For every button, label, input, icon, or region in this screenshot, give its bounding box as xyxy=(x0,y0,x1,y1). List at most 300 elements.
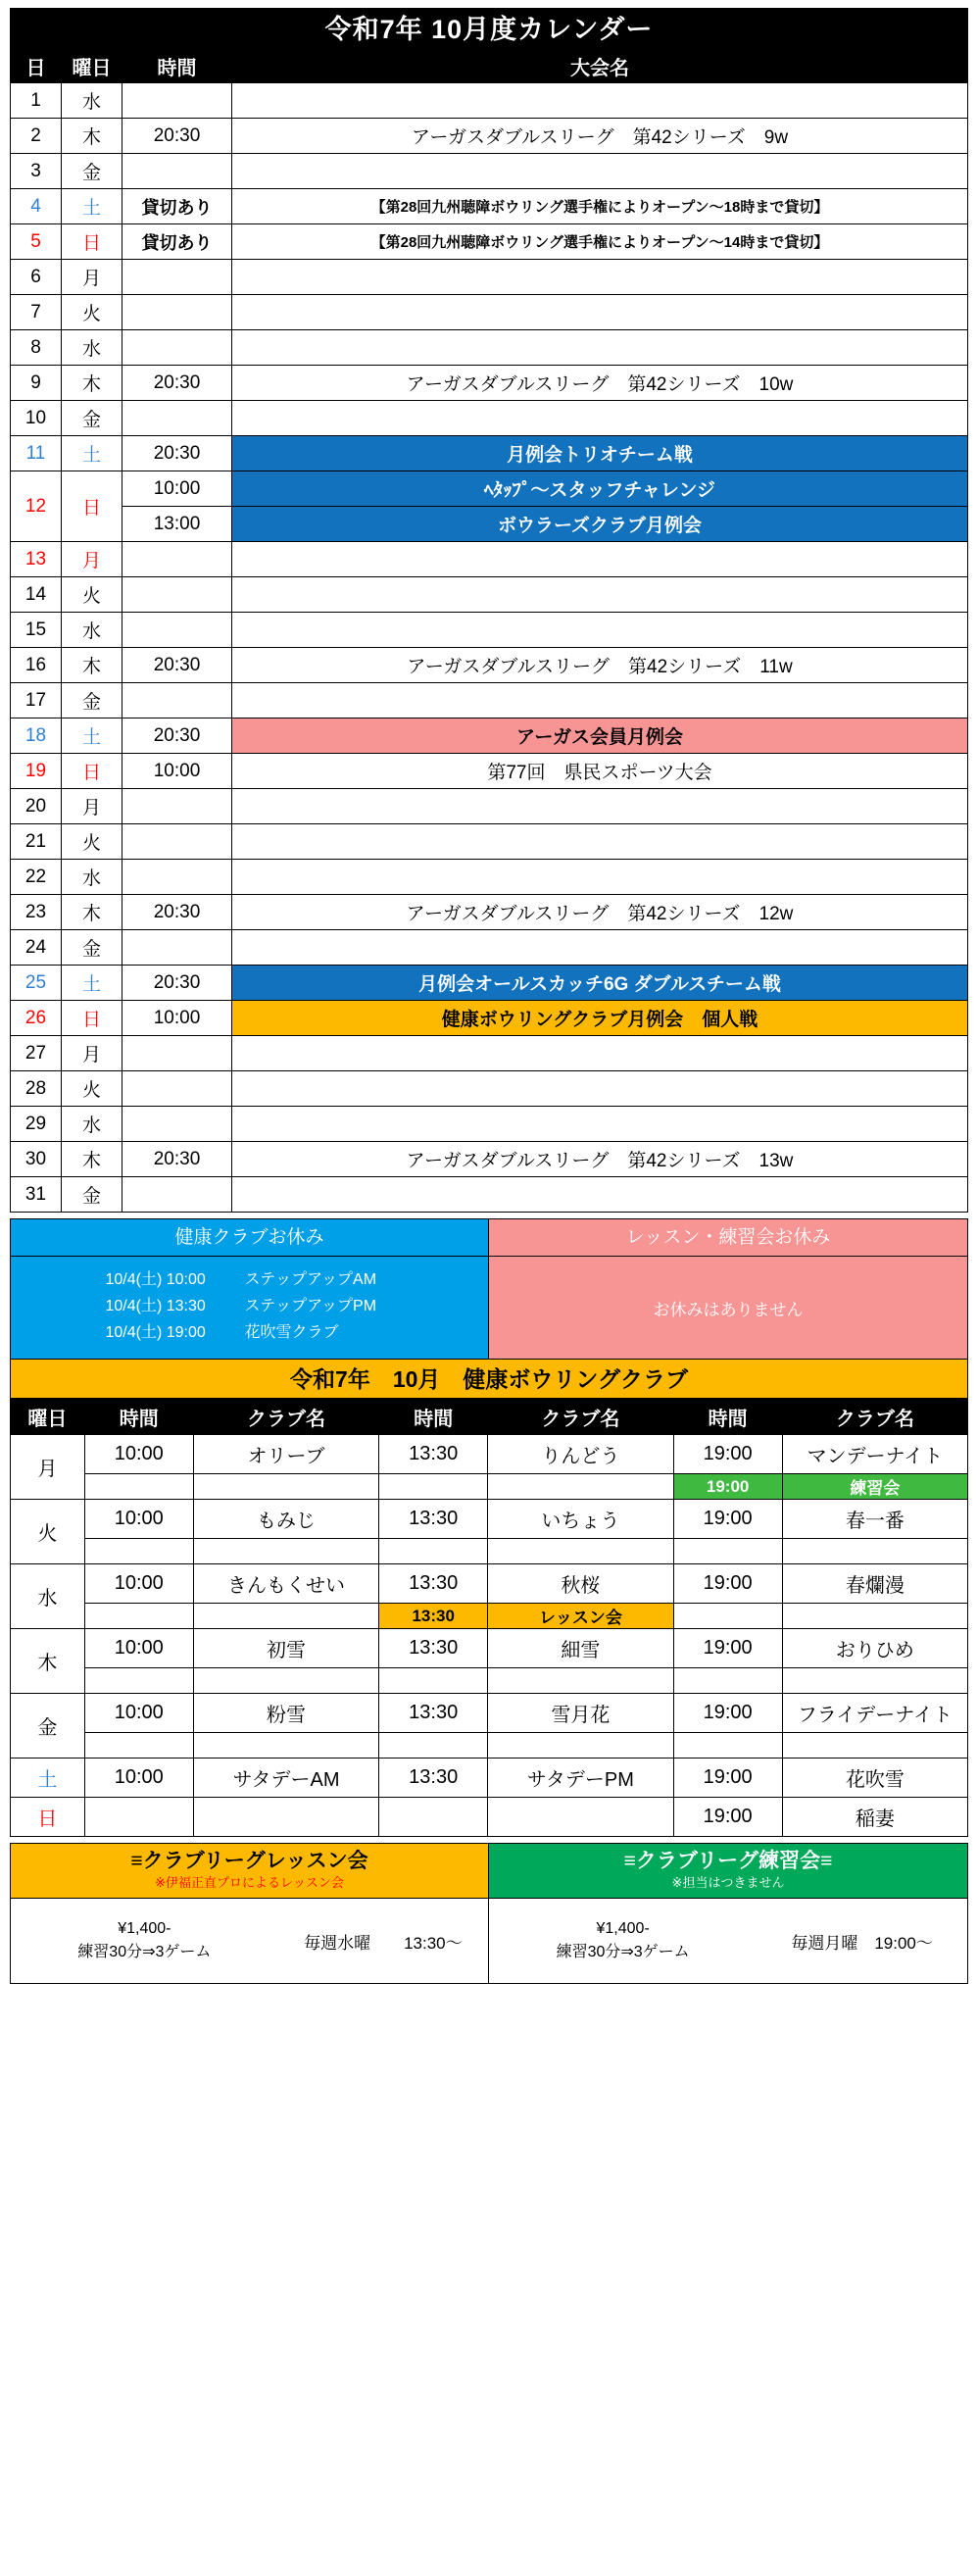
health-rest-panel xyxy=(11,1219,489,1359)
weekly-time xyxy=(379,1474,488,1500)
calendar-time xyxy=(122,789,232,824)
weekly-header-cell: 時間 xyxy=(84,1400,193,1435)
weekly-header-cell: クラブ名 xyxy=(193,1400,378,1435)
weekly-club-name xyxy=(782,1604,967,1629)
calendar-time: 20:30 xyxy=(122,718,232,754)
lesson-rest-title: レッスン・練習会お休み xyxy=(489,1219,967,1257)
calendar-row xyxy=(11,683,968,718)
calendar-row xyxy=(11,224,968,260)
weekly-time: 13:30 xyxy=(379,1694,488,1733)
calendar-weekday: 木 xyxy=(62,366,122,401)
health-rest-item xyxy=(11,1319,488,1346)
calendar-time xyxy=(122,330,232,366)
practice-panel-head xyxy=(489,1844,967,1899)
calendar-row xyxy=(11,1107,968,1142)
weekly-time: 19:00 xyxy=(673,1798,782,1837)
calendar-day-number: 10 xyxy=(11,401,62,436)
weekly-club-name xyxy=(193,1604,378,1629)
calendar-row xyxy=(11,648,968,683)
calendar-weekday: 水 xyxy=(62,83,122,119)
weekly-weekday: 水 xyxy=(11,1564,85,1629)
calendar-event xyxy=(232,930,968,966)
calendar-time xyxy=(122,1177,232,1213)
calendar-event xyxy=(232,330,968,366)
weekly-club-name: サタデーAM xyxy=(193,1759,378,1798)
calendar-time: 20:30 xyxy=(122,436,232,471)
weekly-subrow xyxy=(11,1733,968,1759)
calendar-event xyxy=(232,824,968,860)
weekly-time xyxy=(84,1733,193,1759)
weekly-club-name: フライデーナイト xyxy=(782,1694,967,1733)
calendar-weekday: 日 xyxy=(62,224,122,260)
calendar-event: 第77回 県民スポーツ大会 xyxy=(232,754,968,789)
weekly-time: 10:00 xyxy=(84,1500,193,1539)
calendar-time: 20:30 xyxy=(122,366,232,401)
calendar-weekday: 日 xyxy=(62,754,122,789)
calendar-day-number: 22 xyxy=(11,860,62,895)
calendar-day-number: 25 xyxy=(11,966,62,1001)
health-rest-time: 10/4(土) 19:00 xyxy=(105,1324,206,1341)
weekly-club-name xyxy=(488,1798,673,1837)
weekly-time: 13:30 xyxy=(379,1759,488,1798)
page-title: 令和7年 10月度カレンダー xyxy=(10,8,968,49)
calendar-weekday: 水 xyxy=(62,330,122,366)
calendar-row xyxy=(11,577,968,613)
weekly-time xyxy=(84,1668,193,1694)
bottom-panels xyxy=(10,1843,968,1984)
practice-price-line2: 練習30分⇒3ゲーム xyxy=(556,1944,690,1960)
calendar-weekday: 月 xyxy=(62,260,122,295)
calendar-row xyxy=(11,119,968,154)
calendar-time xyxy=(122,401,232,436)
calendar-event: 【第28回九州聴障ボウリング選手権によりオープン～14時まで貸切】 xyxy=(232,224,968,260)
weekly-club-name xyxy=(193,1668,378,1694)
calendar-time: 20:30 xyxy=(122,648,232,683)
weekly-subrow xyxy=(11,1668,968,1694)
lesson-panel-head xyxy=(11,1844,488,1899)
calendar-day-number: 19 xyxy=(11,754,62,789)
calendar-weekday: 金 xyxy=(62,154,122,189)
calendar-time: 貸切あり xyxy=(122,224,232,260)
calendar-weekday: 火 xyxy=(62,1071,122,1107)
calendar-weekday: 土 xyxy=(62,436,122,471)
calendar-weekday: 金 xyxy=(62,683,122,718)
calendar-day-number: 18 xyxy=(11,718,62,754)
weekly-club-name: 細雪 xyxy=(488,1629,673,1668)
calendar-day-number: 15 xyxy=(11,613,62,648)
calendar-event xyxy=(232,401,968,436)
weekly-time xyxy=(379,1668,488,1694)
weekly-row xyxy=(11,1694,968,1733)
calendar-row xyxy=(11,295,968,330)
calendar-time: 10:00 xyxy=(122,754,232,789)
weekly-header-row xyxy=(11,1400,968,1435)
calendar-weekday: 月 xyxy=(62,1036,122,1071)
practice-panel-title: ≡クラブリーグ練習会≡ xyxy=(623,1850,833,1872)
lesson-panel-sub: ※伊福正直プロによるレッスン会 xyxy=(155,1875,344,1890)
calendar-row xyxy=(11,366,968,401)
calendar-weekday: 土 xyxy=(62,966,122,1001)
calendar-row xyxy=(11,860,968,895)
calendar-time xyxy=(122,683,232,718)
calendar-row xyxy=(11,1001,968,1036)
calendar-row xyxy=(11,154,968,189)
lesson-panel-body xyxy=(11,1899,488,1983)
calendar-row xyxy=(11,507,968,542)
calendar-row xyxy=(11,613,968,648)
lesson-price xyxy=(11,1917,278,1964)
calendar-event xyxy=(232,789,968,824)
calendar-day-number: 5 xyxy=(11,224,62,260)
calendar-event: アーガスダブルスリーグ 第42シリーズ 10w xyxy=(232,366,968,401)
health-rest-name: ステップアップPM xyxy=(244,1298,377,1314)
weekly-club-name xyxy=(782,1733,967,1759)
calendar-day-number: 7 xyxy=(11,295,62,330)
calendar-weekday: 水 xyxy=(62,1107,122,1142)
weekly-time xyxy=(673,1604,782,1629)
weekly-club-name: いちょう xyxy=(488,1500,673,1539)
weekly-club-name: りんどう xyxy=(488,1435,673,1474)
calendar-day-number: 8 xyxy=(11,330,62,366)
calendar-time xyxy=(122,1071,232,1107)
calendar-event xyxy=(232,613,968,648)
calendar-header-cell: 日 xyxy=(11,50,62,83)
calendar-weekday: 日 xyxy=(62,471,122,542)
calendar-time xyxy=(122,824,232,860)
calendar-event: 月例会オールスカッチ6G ダブルスチーム戦 xyxy=(232,966,968,1001)
weekly-time: 19:00 xyxy=(673,1435,782,1474)
weekly-club-name: おりひめ xyxy=(782,1629,967,1668)
calendar-weekday: 土 xyxy=(62,718,122,754)
weekly-time xyxy=(673,1733,782,1759)
calendar-day-number: 11 xyxy=(11,436,62,471)
calendar-row xyxy=(11,83,968,119)
calendar-row xyxy=(11,1177,968,1213)
weekly-time xyxy=(84,1539,193,1564)
calendar-row xyxy=(11,1142,968,1177)
weekly-club-name xyxy=(193,1798,378,1837)
calendar-event: 健康ボウリングクラブ月例会 個人戦 xyxy=(232,1001,968,1036)
weekly-time: 19:00 xyxy=(673,1759,782,1798)
weekly-club-name: もみじ xyxy=(193,1500,378,1539)
calendar-time xyxy=(122,613,232,648)
weekly-club-name xyxy=(488,1474,673,1500)
weekly-club-name xyxy=(193,1474,378,1500)
calendar-event xyxy=(232,260,968,295)
health-rest-name: ステップアップAM xyxy=(244,1271,377,1288)
calendar-header-row xyxy=(11,50,968,83)
weekly-club-name: マンデーナイト xyxy=(782,1435,967,1474)
health-rest-time: 10/4(土) 10:00 xyxy=(105,1271,206,1288)
weekly-time: 19:00 xyxy=(673,1500,782,1539)
calendar-event xyxy=(232,542,968,577)
weekly-row xyxy=(11,1564,968,1604)
weekly-time: 10:00 xyxy=(84,1564,193,1604)
weekly-club-name: 春一番 xyxy=(782,1500,967,1539)
weekly-row xyxy=(11,1798,968,1837)
calendar-header-cell: 時間 xyxy=(122,50,232,83)
calendar-event xyxy=(232,83,968,119)
calendar-weekday: 金 xyxy=(62,930,122,966)
calendar-time xyxy=(122,83,232,119)
weekly-club-name: 花吹雪 xyxy=(782,1759,967,1798)
weekly-time: 19:00 xyxy=(673,1694,782,1733)
calendar-day-number: 14 xyxy=(11,577,62,613)
weekly-club-name: 稲妻 xyxy=(782,1798,967,1837)
calendar-row xyxy=(11,542,968,577)
calendar-weekday: 火 xyxy=(62,295,122,330)
weekly-time: 10:00 xyxy=(84,1694,193,1733)
calendar-row xyxy=(11,754,968,789)
calendar-day-number: 3 xyxy=(11,154,62,189)
calendar-weekday: 金 xyxy=(62,1177,122,1213)
calendar-event xyxy=(232,1107,968,1142)
weekly-subrow xyxy=(11,1539,968,1564)
weekly-weekday: 土 xyxy=(11,1759,85,1798)
weekly-time xyxy=(84,1474,193,1500)
calendar-day-number: 21 xyxy=(11,824,62,860)
calendar-row xyxy=(11,1071,968,1107)
weekly-time: 13:30 xyxy=(379,1604,488,1629)
calendar-time xyxy=(122,260,232,295)
weekly-club-name: オリーブ xyxy=(193,1435,378,1474)
calendar-weekday: 金 xyxy=(62,401,122,436)
calendar-row xyxy=(11,436,968,471)
weekly-club-name xyxy=(193,1539,378,1564)
calendar-row xyxy=(11,824,968,860)
weekly-time xyxy=(673,1668,782,1694)
weekly-time: 19:00 xyxy=(673,1564,782,1604)
calendar-event: アーガスダブルスリーグ 第42シリーズ 11w xyxy=(232,648,968,683)
calendar-event: 月例会トリオチーム戦 xyxy=(232,436,968,471)
lesson-panel xyxy=(11,1844,489,1983)
weekly-club-name: サタデーPM xyxy=(488,1759,673,1798)
calendar-time: 20:30 xyxy=(122,966,232,1001)
practice-price xyxy=(489,1917,757,1964)
calendar-day-number: 9 xyxy=(11,366,62,401)
calendar-event xyxy=(232,295,968,330)
calendar-weekday: 水 xyxy=(62,860,122,895)
calendar-time: 貸切あり xyxy=(122,189,232,224)
lesson-rest-panel xyxy=(489,1219,967,1359)
calendar-event xyxy=(232,577,968,613)
weekly-weekday: 火 xyxy=(11,1500,85,1564)
lesson-panel-title: ≡クラブリーグレッスン会 xyxy=(130,1850,368,1872)
weekly-club-name: 初雪 xyxy=(193,1629,378,1668)
weekly-time xyxy=(379,1798,488,1837)
weekly-time xyxy=(673,1539,782,1564)
weekly-club-name xyxy=(782,1668,967,1694)
rest-section xyxy=(10,1218,968,1360)
calendar-header-cell: 曜日 xyxy=(62,50,122,83)
calendar-day-number: 24 xyxy=(11,930,62,966)
practice-price-line1: ¥1,400- xyxy=(596,1920,650,1937)
health-rest-title: 健康クラブお休み xyxy=(11,1219,488,1257)
lesson-price-line2: 練習30分⇒3ゲーム xyxy=(77,1944,212,1960)
weekly-club-name: 春爛漫 xyxy=(782,1564,967,1604)
calendar-day-number: 29 xyxy=(11,1107,62,1142)
calendar-time xyxy=(122,1107,232,1142)
weekly-club-name: きんもくせい xyxy=(193,1564,378,1604)
calendar-row xyxy=(11,189,968,224)
weekly-header-cell: 時間 xyxy=(379,1400,488,1435)
practice-panel-sub: ※担当はつきません xyxy=(671,1875,785,1890)
weekly-club-name: 粉雪 xyxy=(193,1694,378,1733)
practice-when: 毎週月曜 19:00～ xyxy=(791,1933,933,1953)
calendar-day-number: 23 xyxy=(11,895,62,930)
calendar-time xyxy=(122,1036,232,1071)
calendar-weekday: 木 xyxy=(62,648,122,683)
weekly-row xyxy=(11,1435,968,1474)
weekly-time: 10:00 xyxy=(84,1629,193,1668)
lesson-price-line1: ¥1,400- xyxy=(118,1920,171,1937)
calendar-time xyxy=(122,295,232,330)
weekly-header-cell: クラブ名 xyxy=(782,1400,967,1435)
calendar-time: 10:00 xyxy=(122,1001,232,1036)
calendar-row xyxy=(11,930,968,966)
weekly-club-table xyxy=(10,1399,968,1837)
calendar-day-number: 31 xyxy=(11,1177,62,1213)
weekly-time: 13:30 xyxy=(379,1500,488,1539)
calendar-weekday: 水 xyxy=(62,613,122,648)
weekly-row xyxy=(11,1759,968,1798)
weekly-time: 13:30 xyxy=(379,1629,488,1668)
calendar-weekday: 土 xyxy=(62,189,122,224)
weekly-subrow xyxy=(11,1604,968,1629)
calendar-row xyxy=(11,718,968,754)
calendar-event: アーガスダブルスリーグ 第42シリーズ 9w xyxy=(232,119,968,154)
calendar-row xyxy=(11,1036,968,1071)
calendar-day-number: 4 xyxy=(11,189,62,224)
calendar-weekday: 木 xyxy=(62,1142,122,1177)
weekly-time: 13:30 xyxy=(379,1435,488,1474)
weekly-header-cell: 時間 xyxy=(673,1400,782,1435)
lesson-when: 毎週水曜 13:30～ xyxy=(304,1933,463,1953)
health-rest-name: 花吹雪クラブ xyxy=(244,1324,339,1341)
weekly-weekday: 木 xyxy=(11,1629,85,1694)
calendar-event: アーガスダブルスリーグ 第42シリーズ 12w xyxy=(232,895,968,930)
weekly-time xyxy=(84,1604,193,1629)
calendar-row xyxy=(11,789,968,824)
calendar-day-number: 30 xyxy=(11,1142,62,1177)
weekly-club-name xyxy=(488,1668,673,1694)
calendar-time: 20:30 xyxy=(122,1142,232,1177)
calendar-row xyxy=(11,966,968,1001)
weekly-club-name: 雪月花 xyxy=(488,1694,673,1733)
weekly-club-name: レッスン会 xyxy=(488,1604,673,1629)
health-rest-item xyxy=(11,1266,488,1293)
calendar-weekday: 木 xyxy=(62,119,122,154)
calendar-time xyxy=(122,542,232,577)
weekly-time xyxy=(84,1798,193,1837)
calendar-day-number: 16 xyxy=(11,648,62,683)
weekly-weekday: 月 xyxy=(11,1435,85,1500)
weekly-club-name: 練習会 xyxy=(782,1474,967,1500)
weekly-time xyxy=(379,1539,488,1564)
calendar-weekday: 月 xyxy=(62,542,122,577)
weekly-time: 13:30 xyxy=(379,1564,488,1604)
weekly-club-name xyxy=(782,1539,967,1564)
calendar-header-cell: 大会名 xyxy=(232,50,968,83)
lesson-rest-note: お休みはありません xyxy=(489,1257,967,1359)
calendar-day-number: 12 xyxy=(11,471,62,542)
weekly-club-name xyxy=(193,1733,378,1759)
calendar-row xyxy=(11,895,968,930)
calendar-day-number: 20 xyxy=(11,789,62,824)
weekly-club-name xyxy=(488,1733,673,1759)
weekly-subrow xyxy=(11,1474,968,1500)
calendar-day-number: 27 xyxy=(11,1036,62,1071)
calendar-time: 10:00 xyxy=(122,471,232,507)
calendar-time: 13:00 xyxy=(122,507,232,542)
calendar-day-number: 13 xyxy=(11,542,62,577)
weekly-header-cell: 曜日 xyxy=(11,1400,85,1435)
weekly-weekday: 金 xyxy=(11,1694,85,1759)
calendar-event xyxy=(232,154,968,189)
calendar-time xyxy=(122,930,232,966)
calendar-day-number: 17 xyxy=(11,683,62,718)
calendar-event xyxy=(232,683,968,718)
calendar-day-number: 2 xyxy=(11,119,62,154)
health-rest-item xyxy=(11,1293,488,1319)
calendar-time: 20:30 xyxy=(122,119,232,154)
weekly-header-cell: クラブ名 xyxy=(488,1400,673,1435)
calendar-day-number: 28 xyxy=(11,1071,62,1107)
calendar-time: 20:30 xyxy=(122,895,232,930)
calendar-event: 【第28回九州聴障ボウリング選手権によりオープン～18時まで貸切】 xyxy=(232,189,968,224)
weekly-time: 19:00 xyxy=(673,1629,782,1668)
calendar-weekday: 木 xyxy=(62,895,122,930)
monthly-calendar-table xyxy=(10,49,968,1213)
weekly-time xyxy=(379,1733,488,1759)
calendar-time xyxy=(122,860,232,895)
calendar-event: ボウラーズクラブ月例会 xyxy=(232,507,968,542)
health-club-banner: 令和7年 10月 健康ボウリングクラブ xyxy=(10,1360,968,1399)
calendar-event xyxy=(232,1177,968,1213)
weekly-time: 10:00 xyxy=(84,1435,193,1474)
calendar-row xyxy=(11,401,968,436)
weekly-weekday: 日 xyxy=(11,1798,85,1837)
calendar-event xyxy=(232,1071,968,1107)
weekly-row xyxy=(11,1500,968,1539)
calendar-row xyxy=(11,260,968,295)
weekly-row xyxy=(11,1629,968,1668)
weekly-club-name xyxy=(488,1539,673,1564)
practice-panel-body xyxy=(489,1899,967,1983)
practice-panel xyxy=(489,1844,967,1983)
calendar-weekday: 日 xyxy=(62,1001,122,1036)
calendar-event: アーガスダブルスリーグ 第42シリーズ 13w xyxy=(232,1142,968,1177)
calendar-time xyxy=(122,154,232,189)
weekly-time: 10:00 xyxy=(84,1759,193,1798)
weekly-club-name: 秋桜 xyxy=(488,1564,673,1604)
calendar-row xyxy=(11,471,968,507)
calendar-event xyxy=(232,1036,968,1071)
calendar-day-number: 26 xyxy=(11,1001,62,1036)
health-rest-time: 10/4(土) 13:30 xyxy=(105,1298,206,1314)
health-rest-list xyxy=(11,1257,488,1359)
calendar-event: アーガス会員月例会 xyxy=(232,718,968,754)
calendar-weekday: 火 xyxy=(62,824,122,860)
calendar-row xyxy=(11,330,968,366)
calendar-time xyxy=(122,577,232,613)
calendar-weekday: 月 xyxy=(62,789,122,824)
weekly-time: 19:00 xyxy=(673,1474,782,1500)
calendar-event xyxy=(232,860,968,895)
calendar-weekday: 火 xyxy=(62,577,122,613)
calendar-day-number: 1 xyxy=(11,83,62,119)
calendar-event: ﾍﾀｯﾌﾟ～スタッフチャレンジ xyxy=(232,471,968,507)
